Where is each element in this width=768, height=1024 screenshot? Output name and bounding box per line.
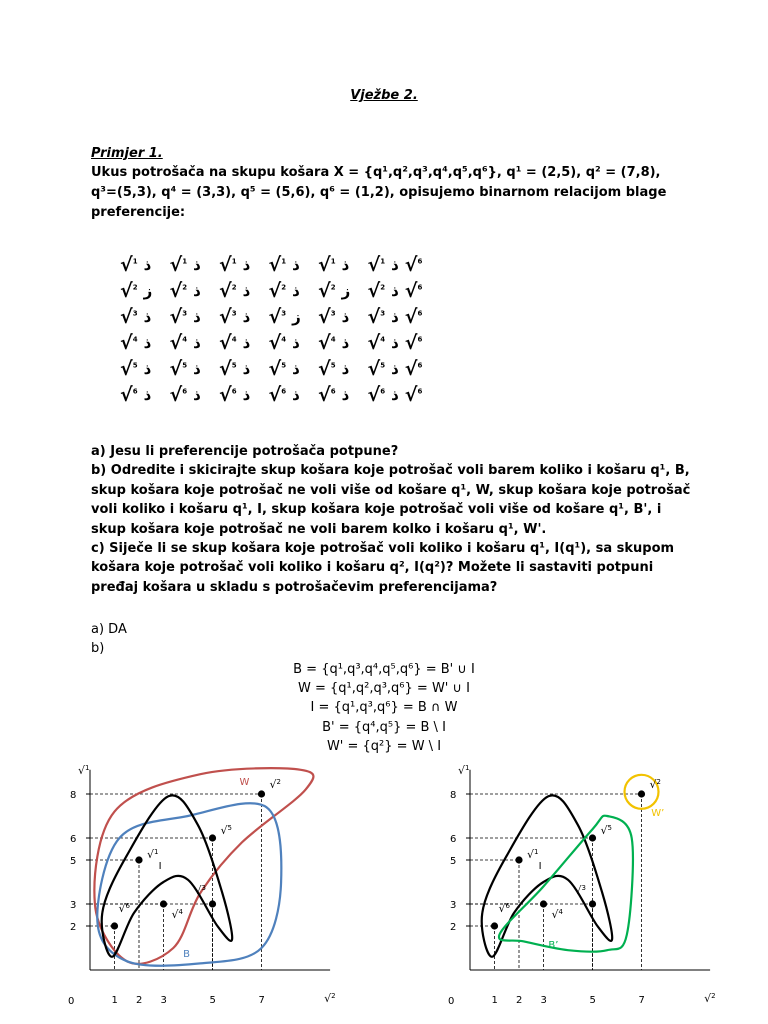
question-line: skup košara koje potrošač ne voli više od košare q¹, W, skup košara koje potrošač	[91, 482, 691, 498]
relation-basket-to: √$^6$	[404, 358, 423, 380]
relation-operator: ذ	[391, 360, 399, 378]
relation-basket-from: √$^2$	[318, 280, 336, 302]
relation-basket-from: √$^1$	[318, 254, 336, 276]
relation-basket-from: √$^5$	[318, 358, 336, 380]
point-label-q1: √$^1$	[527, 848, 539, 861]
data-point-q5	[209, 834, 216, 841]
x-tick-label: 3	[160, 995, 167, 1006]
data-point-q1	[135, 856, 142, 863]
data-point-q3	[589, 900, 596, 907]
relation-basket-from: √$^3$	[367, 306, 386, 328]
x-tick-label: 5	[589, 995, 596, 1006]
x-axis-label: √$^2$	[704, 992, 716, 1005]
relation-basket-from: √$^1$	[367, 254, 386, 276]
relation-basket-from: √$^3$	[268, 306, 287, 328]
relation-operator: ذ	[143, 386, 152, 404]
set-bprime-definition: B' = {q⁴,q⁵} = B \ I	[322, 719, 446, 735]
relation-operator: ذ	[292, 282, 300, 300]
relation-basket-from: √$^3$	[169, 306, 188, 328]
relation-operator: ذ	[292, 334, 300, 352]
relation-cell	[318, 254, 368, 276]
relation-cell	[170, 384, 220, 406]
relation-basket-to: √$^6$	[404, 280, 423, 302]
relation-basket-from: √$^2$	[268, 280, 287, 302]
set-i-definition: I = {q¹,q³,q⁶} = B ∩ W	[310, 700, 458, 716]
x-tick-label: 7	[638, 995, 645, 1006]
relation-cell	[269, 280, 319, 302]
set-definitions	[0, 660, 768, 756]
relation-cell	[318, 280, 368, 302]
relation-basket-from: √$^6$	[318, 384, 336, 406]
set-wprime-label: W’	[651, 808, 665, 819]
relation-operator: ذ	[143, 360, 152, 378]
relation-operator: ذ	[292, 360, 300, 378]
relation-basket-from: √$^4$	[120, 332, 138, 354]
page-title: Vježbe 2.	[350, 88, 418, 103]
relation-cell	[120, 254, 170, 276]
y-tick-label: 6	[450, 834, 457, 845]
relation-row	[120, 252, 660, 278]
point-label-q4: √$^4$	[551, 908, 563, 921]
y-tick-label: 5	[450, 856, 457, 867]
relation-cell	[318, 384, 368, 406]
question-line: voli koliko i košaru q¹, I, skup košara koje potrošač voli više od košare q¹, B', i	[91, 502, 662, 518]
set-wprime-definition: W' = {q²} = W \ I	[326, 738, 442, 754]
x-tick-label: 3	[540, 995, 547, 1006]
y-axis-label: √$^1$	[78, 763, 90, 777]
preference-relation-table	[120, 252, 660, 408]
relation-operator: ذ	[341, 386, 350, 404]
relation-operator: ذ	[193, 308, 201, 326]
relation-basket-from: √$^2$	[219, 280, 237, 302]
question-line: a) Jesu li preferencije potrošača potpune?	[91, 444, 399, 459]
example-heading: Primjer 1.	[91, 146, 163, 161]
relation-operator: ذ	[391, 386, 399, 404]
relation-operator: ذ	[341, 360, 350, 378]
set-b-label: B	[183, 948, 190, 960]
relation-operator: ذ	[143, 256, 152, 274]
relation-row	[120, 278, 660, 304]
relation-cell	[219, 306, 269, 328]
relation-basket-from: √$^4$	[169, 332, 188, 354]
y-tick-label: 3	[450, 900, 457, 911]
relation-operator: ذ	[143, 308, 152, 326]
relation-cell	[219, 332, 269, 354]
relation-cell	[120, 306, 170, 328]
relation-cell	[318, 306, 368, 328]
chart-left-svg	[58, 748, 358, 1007]
relation-basket-from: √$^5$	[219, 358, 237, 380]
relation-operator: ذ	[242, 360, 251, 378]
relation-basket-from: √$^4$	[219, 332, 237, 354]
y-tick-label: 8	[70, 790, 77, 801]
relation-operator: ذ	[143, 334, 152, 352]
questions	[91, 442, 691, 597]
data-point-q5	[589, 834, 596, 841]
question-line: skup košara koje potrošač ne voli barem kolko i košaru q¹, W'.	[91, 521, 547, 537]
relation-row	[120, 330, 660, 356]
point-label-q2: √$^2$	[649, 778, 661, 791]
set-bprime-label: B’	[548, 940, 559, 951]
chart-right	[438, 748, 738, 1007]
y-tick-label: 8	[450, 790, 457, 801]
set-b-definition: B = {q¹,q³,q⁴,q⁵,q⁶} = B' ∪ I	[293, 662, 475, 677]
relation-operator: ذ	[193, 282, 201, 300]
relation-cell	[219, 280, 269, 302]
x-tick-label: 2	[136, 995, 143, 1006]
relation-operator: ذ	[292, 256, 300, 274]
relation-operator: ذ	[391, 334, 399, 352]
relation-basket-from: √$^5$	[367, 358, 386, 380]
set-b-boundary	[97, 803, 281, 966]
y-tick-label: 3	[70, 900, 77, 911]
data-point-q2	[258, 790, 265, 797]
x-tick-label: 2	[516, 995, 523, 1006]
point-label-q3: √$^3$	[574, 884, 586, 897]
relation-basket-from: √$^4$	[268, 332, 287, 354]
intro-paragraph	[91, 163, 691, 223]
x-tick-label: 5	[209, 995, 216, 1006]
relation-basket-from: √$^2$	[169, 280, 188, 302]
relation-cell	[120, 280, 170, 302]
relation-operator: ذ	[242, 386, 251, 404]
relation-operator: ذ	[341, 256, 350, 274]
relation-cell	[368, 254, 423, 276]
relation-operator: ذ	[292, 386, 300, 404]
data-point-q1	[515, 856, 522, 863]
relation-cell	[170, 254, 220, 276]
relation-basket-from: √$^5$	[268, 358, 287, 380]
question-line: b) Odredite i skicirajte skup košara koje potrošač voli barem koliko i košaru q¹, B,	[91, 463, 690, 479]
x-axis-label: √$^2$	[324, 992, 336, 1005]
relation-cell	[269, 306, 319, 328]
origin-tick-label: 0	[448, 996, 455, 1007]
relation-cell	[368, 306, 423, 328]
y-tick-label: 6	[70, 834, 77, 845]
relation-cell	[120, 332, 170, 354]
data-point-q4	[540, 900, 547, 907]
set-w-label: W	[239, 777, 250, 789]
relation-operator: ذ	[242, 308, 251, 326]
relation-row	[120, 304, 660, 330]
origin-tick-label: 0	[68, 996, 75, 1007]
point-label-q4: √$^4$	[171, 908, 183, 921]
point-label-q6: √$^6$	[118, 902, 130, 915]
answer-a: a) DA	[91, 622, 127, 637]
relation-basket-to: √$^6$	[404, 254, 423, 276]
relation-row	[120, 382, 660, 408]
data-point-q3	[209, 900, 216, 907]
relation-basket-from: √$^2$	[120, 280, 138, 302]
answers	[91, 621, 127, 658]
relation-operator: ذ	[341, 334, 350, 352]
relation-cell	[170, 332, 220, 354]
relation-cell	[318, 358, 368, 380]
relation-operator: ذ	[193, 386, 201, 404]
relation-cell	[219, 358, 269, 380]
y-axis-label: √$^1$	[458, 763, 470, 777]
relation-operator: ذ	[391, 282, 399, 300]
intro-line: preferencije:	[91, 205, 186, 220]
relation-cell	[368, 332, 423, 354]
relation-operator: ذ	[193, 334, 201, 352]
relation-basket-from: √$^1$	[268, 254, 287, 276]
point-label-q6: √$^6$	[498, 902, 510, 915]
chart-right-svg	[438, 748, 738, 1007]
relation-cell	[170, 280, 220, 302]
relation-operator: ذ	[242, 334, 251, 352]
relation-cell	[120, 358, 170, 380]
question-line: košara koje potrošač voli koliko i košaru q², I(q²)? Možete li sastaviti potpuni	[91, 560, 654, 576]
relation-cell	[269, 332, 319, 354]
relation-basket-from: √$^6$	[367, 384, 386, 406]
set-i-label: I	[538, 860, 542, 872]
relation-basket-from: √$^3$	[120, 306, 138, 328]
question-line: pređaj košara u skladu s potrošačevim preferencijama?	[91, 579, 498, 595]
x-tick-label: 7	[258, 995, 265, 1006]
relation-operator: ذ	[391, 308, 399, 326]
relation-basket-to: √$^6$	[404, 384, 423, 406]
x-tick-label: 1	[491, 995, 498, 1006]
relation-operator: ز	[143, 282, 153, 300]
point-label-q1: √$^1$	[147, 848, 159, 861]
relation-row	[120, 356, 660, 382]
relation-basket-from: √$^4$	[367, 332, 386, 354]
relation-operator: ز	[341, 282, 351, 300]
relation-cell	[368, 384, 423, 406]
relation-operator: ذ	[391, 256, 399, 274]
y-tick-label: 2	[70, 922, 77, 933]
relation-operator: ذ	[341, 308, 350, 326]
relation-operator: ز	[292, 308, 301, 326]
relation-cell	[269, 384, 319, 406]
y-tick-label: 5	[70, 856, 77, 867]
relation-cell	[170, 306, 220, 328]
point-label-q5: √$^5$	[600, 824, 612, 837]
relation-operator: ذ	[193, 360, 201, 378]
relation-basket-from: √$^5$	[169, 358, 188, 380]
question-line: c) Siječe li se skup košara koje potrošač voli koliko i košaru q¹, I(q¹), sa skupom	[91, 541, 675, 557]
answer-b: b)	[91, 640, 105, 656]
data-point-q6	[111, 922, 118, 929]
relation-cell	[318, 332, 368, 354]
chart-left	[58, 748, 358, 1007]
relation-cell	[170, 358, 220, 380]
data-point-q2	[638, 790, 645, 797]
relation-operator: ذ	[242, 282, 251, 300]
relation-basket-from: √$^1$	[169, 254, 188, 276]
relation-operator: ذ	[242, 256, 251, 274]
relation-basket-from: √$^6$	[219, 384, 237, 406]
relation-basket-from: √$^6$	[120, 384, 138, 406]
x-tick-label: 1	[111, 995, 118, 1006]
relation-basket-from: √$^3$	[219, 306, 237, 328]
relation-basket-from: √$^1$	[219, 254, 237, 276]
set-w-definition: W = {q¹,q²,q³,q⁶} = W' ∪ I	[297, 681, 470, 697]
relation-basket-to: √$^6$	[404, 306, 423, 328]
relation-cell	[219, 254, 269, 276]
y-tick-label: 2	[450, 922, 457, 933]
relation-cell	[269, 254, 319, 276]
relation-basket-to: √$^6$	[404, 332, 423, 354]
set-i-label: I	[158, 860, 162, 872]
data-point-q4	[160, 900, 167, 907]
relation-basket-from: √$^5$	[120, 358, 138, 380]
relation-cell	[219, 384, 269, 406]
relation-operator: ذ	[193, 256, 201, 274]
intro-line: q³=(5,3), q⁴ = (3,3), q⁵ = (5,6), q⁶ = (1,2), opisujemo binarnom relacijom blage	[91, 185, 667, 200]
relation-basket-from: √$^2$	[367, 280, 386, 302]
relation-basket-from: √$^6$	[268, 384, 287, 406]
relation-basket-from: √$^1$	[120, 254, 138, 276]
point-label-q5: √$^5$	[220, 824, 232, 837]
relation-basket-from: √$^4$	[318, 332, 336, 354]
point-label-q3: √$^3$	[194, 884, 206, 897]
relation-cell	[368, 358, 423, 380]
relation-basket-from: √$^3$	[318, 306, 336, 328]
relation-cell	[269, 358, 319, 380]
relation-cell	[368, 280, 423, 302]
point-label-q2: √$^2$	[269, 778, 281, 791]
intro-line: Ukus potrošača na skupu košara X = {q¹,q²,q³,q⁴,q⁵,q⁶}, q¹ = (2,5), q² = (7,8),	[91, 165, 661, 180]
relation-cell	[120, 384, 170, 406]
relation-basket-from: √$^6$	[169, 384, 188, 406]
data-point-q6	[491, 922, 498, 929]
